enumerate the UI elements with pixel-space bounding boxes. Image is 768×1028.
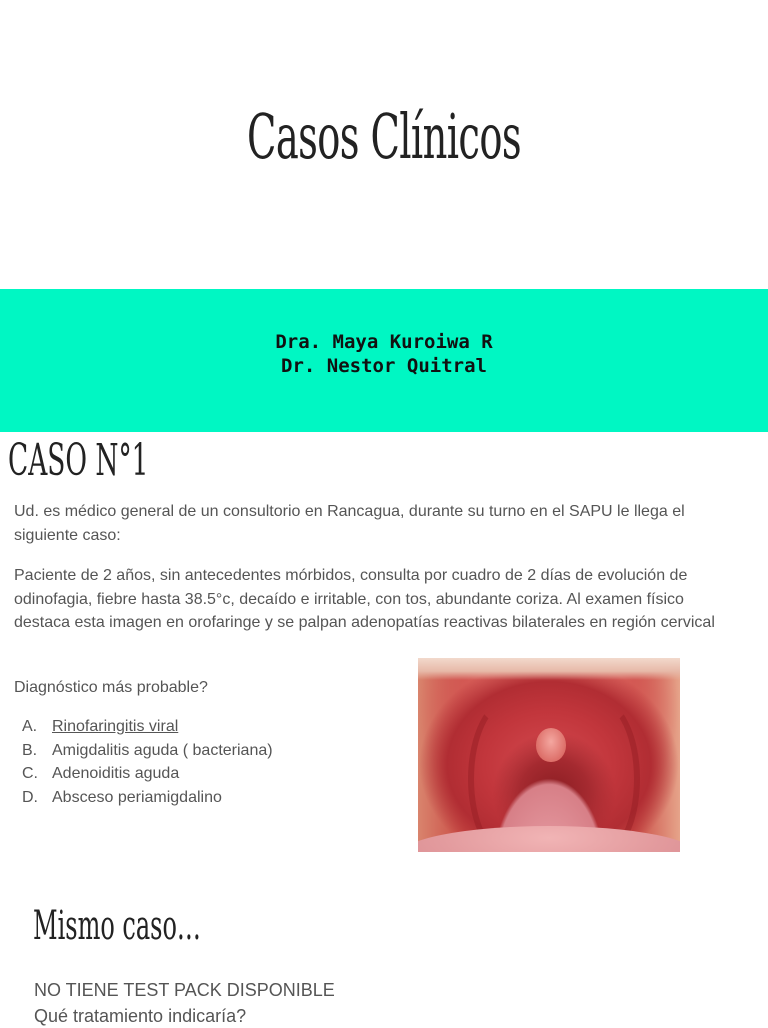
followup-line-1: NO TIENE TEST PACK DISPONIBLE	[34, 980, 335, 1000]
author-2: Dr. Nestor Quitral	[281, 355, 487, 377]
case-heading: CASO N°1	[8, 435, 149, 486]
case-description: Paciente de 2 años, sin antecedentes mórbidos, consulta por cuadro de 2 días de evolución de odinofagia, fiebre hasta 38.5°c, decaído e irritable, con tos, abundante coriza. Al examen físico destaca esta imagen en orofaringe y se palpan adenopatías reactivas bilaterales en región cervical	[14, 567, 715, 631]
photo-teeth	[418, 658, 680, 680]
author-1: Dra. Maya Kuroiwa R	[275, 331, 493, 353]
option-c	[22, 762, 273, 786]
case-intro: Ud. es médico general de un consultorio en Rancagua, durante su turno en el SAPU le llega el siguiente caso:	[14, 503, 685, 544]
option-text: Adenoiditis aguda	[52, 765, 180, 782]
option-a	[22, 715, 273, 739]
answer-options	[22, 715, 273, 809]
authors-block	[0, 330, 768, 378]
followup-heading: Mismo caso…	[33, 903, 201, 949]
option-b	[22, 739, 273, 763]
photo-uvula	[536, 728, 566, 762]
page-title: Casos Clínicos	[247, 100, 521, 173]
oropharynx-photo	[418, 658, 680, 852]
option-letter: A.	[22, 718, 38, 735]
option-letter: C.	[22, 765, 38, 782]
option-letter: B.	[22, 741, 38, 759]
followup-line-2: Qué tratamiento indicaría?	[34, 1006, 247, 1026]
photo-tongue	[418, 826, 680, 852]
option-d	[22, 786, 273, 810]
case-question: Diagnóstico más probable?	[14, 679, 208, 696]
option-letter: D.	[22, 788, 38, 806]
option-text[interactable]: Rinofaringitis viral	[52, 718, 179, 735]
option-text: Absceso periamigdalino	[52, 788, 222, 806]
option-text: Amigdalitis aguda ( bacteriana)	[52, 741, 273, 759]
